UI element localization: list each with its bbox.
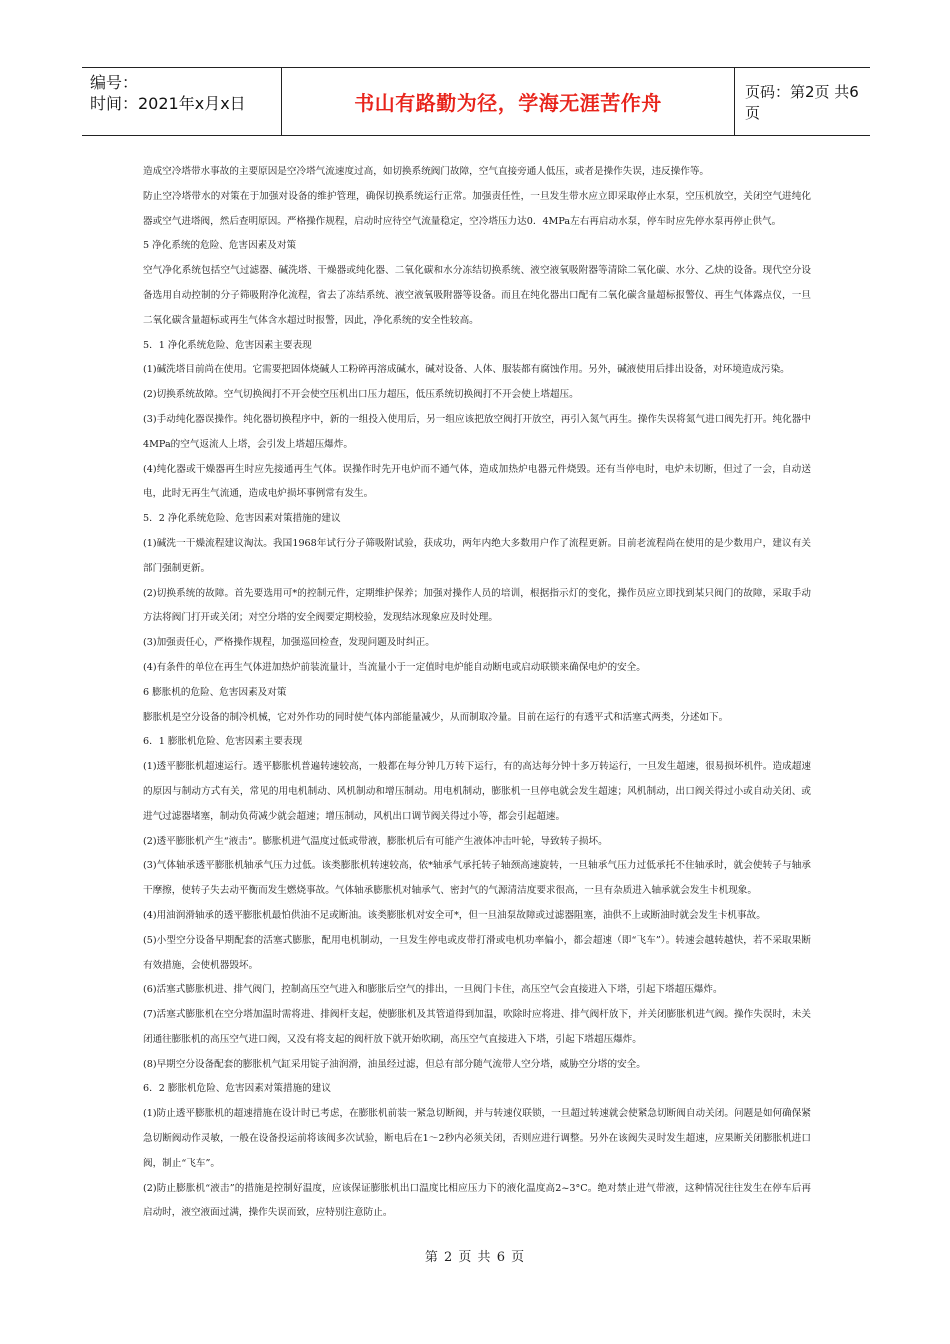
paragraph: (5)小型空分设备早期配套的活塞式膨胀，配用电机制动，一旦发生停电或皮带打滑或电机功率偏小，都会超速（即“飞车”）。转速会越转越快，若不采取果断有效措施，会使机器毁坏。 (143, 934, 811, 971)
paragraph: (1)碱洗塔目前尚在使用。它需要把固体烧碱人工粉碎再溶成碱水，碱对设备、人体、服装都有腐蚀作用。另外，碱液使用后排出设备，对环境造成污染。 (143, 364, 790, 376)
paragraph: (4)纯化器或干燥器再生时应先接通再生气体。误操作时先开电炉而不通气体，造成加热炉电器元件烧毁。还有当停电时，电炉未切断，但过了一会，自动送电，此时无再生气流通，造成电炉损坏事例常有发生。 (143, 463, 811, 500)
header-page-cell (735, 68, 870, 135)
paragraph: 空气净化系统包括空气过滤器、碱洗塔、干燥器或纯化器、二氧化碳和水分冻结切换系统、液空液氧吸附器等清除二氧化碳、水分、乙炔的设备。现代空分设备选用自动控制的分子筛吸附净化流程，省去了冻结系统、液空液氧吸附器等设备。而且在纯化器出口配有二氧化碳含量超标报警仪、再生气体露点仪，一旦二氧化碳含量超标或再生气体含水超过时报警，因此，净化系统的安全性较高。 (143, 265, 811, 326)
section-heading: 5 净化系统的危险、危害因素及对策 (143, 240, 297, 252)
subsection-heading: 6．2 膨胀机危险、危害因素对策措施的建议 (143, 1083, 331, 1095)
paragraph: (3)气体轴承透平膨胀机轴承气压力过低。该类膨胀机转速较高，依*轴承气承托转子轴颈高速旋转，一旦轴承气压力过低承托不住轴承时，就会使转子与轴承干摩擦，使转子失去动平衡而发生燃烧事故。气体轴承膨胀机对轴承气、密封气的气源清洁度要求很高，一旦有杂质进入轴承就会发生卡机现象。 (143, 860, 811, 897)
paragraph: 造成空冷塔带水事故的主要原因是空冷塔气流速度过高，如切换系统阀门故障，空气直接旁通人低压，或者是操作失误，违反操作等。 (143, 166, 710, 177)
paragraph: (1)碱洗一干燥流程建议淘汰。我国1968年试行分子筛吸附试验，获成功，两年内绝大多数用户作了流程更新。目前老流程尚在使用的是少数用户，建议有关部门强制更新。 (143, 537, 811, 574)
paragraph: (8)早期空分设备配套的膨胀机气缸采用锭子油润滑，油虽经过滤，但总有部分随气流带人空分塔，威胁空分塔的安全。 (143, 1058, 646, 1070)
paragraph: 膨胀机是空分设备的制冷机械，它对外作功的同时使气体内部能量减少，从而制取冷量。目前在运行的有透平式和活塞式两类，分述如下。 (143, 711, 729, 723)
paragraph: (1)防止透平膨胀机的超速措施在设计时已考虑，在膨胀机前装一紧急切断阀，并与转速仪联锁，一旦超过转速就会使紧急切断阀自动关闭。问题是如何确保紧急切断阀动作灵敏，一般在设备投运前将该阀多次试验，断电后在1～2秒内必须关闭，否则应进行调整。另外在该阀失灵时发生超速，应果断关闭膨胀机进口阀，制止“飞车”。 (143, 1108, 811, 1169)
paragraph: (2)切换系统故障。空气切换阀打不开会使空压机出口压力超压，低压系统切换阀打不开会使上塔超压。 (143, 389, 579, 401)
document-number-label: 编号： (90, 73, 139, 92)
subsection-heading: 5．1 净化系统危险、危害因素主要表现 (143, 339, 312, 351)
document-date: 时间：2021年x月x日 (90, 94, 246, 113)
header-motto: 书山有路勤为径，学海无涯苦作舟 (354, 91, 662, 115)
paragraph: (7)活塞式膨胀机在空分塔加温时需将进、排阀杆支起，使膨胀机及其管道得到加温，吹除时应将进、排气阀杆放下，并关闭膨胀机进气阀。操作失误时，未关闭通往膨胀机的高压空气进口阀，又没有将支起的阀杆放下就开始吹刷，高压空气直接进入下塔，引起下塔超压爆炸。 (143, 1009, 811, 1045)
header-motto-cell (282, 68, 735, 135)
paragraph: 防止空冷塔带水的对策在于加强对设备的维护管理，确保切换系统运行正常。加强责任性，一旦发生带水应立即采取停止水泵，空压机放空，关闭空气进纯化器或空气进塔阀，然后查明原因。严格操作规程，启动时应待空气流量稳定，空冷塔压力达0．4MPa左右再启动水泵，停车时应先停水泵再停止供气。 (143, 190, 811, 227)
section-heading: 6 膨胀机的危险、危害因素及对策 (143, 686, 287, 698)
paragraph: (6)活塞式膨胀机进、排气阀门，控制高压空气进入和膨胀后空气的排出，一旦阀门卡住，高压空气会直接进入下塔，引起下塔超压爆炸。 (143, 984, 723, 996)
paragraph: (2)切换系统的故障。首先要选用可*的控制元件，定期维护保养；加强对操作人员的培训，根据指示灯的变化，操作员应立即找到某只阀门的故障，采取手动方法将阀门打开或关闭；对空分塔的安全阀要定期校验，发现结冰现象应及时处理。 (143, 587, 811, 624)
header-meta (82, 68, 282, 135)
page-header (82, 67, 870, 136)
paragraph: (4)有条件的单位在再生气体进加热炉前装流量计，当流量小于一定值时电炉能自动断电或启动联锁来确保电炉的安全。 (143, 661, 646, 673)
document-body (143, 160, 811, 1226)
paragraph: (2)防止膨胀机“液击”的措施是控制好温度，应该保证膨胀机出口温度比相应压力下的液化温度高2~3°C。绝对禁止进气带液，这种情况往往发生在停车后再启动时，液空液面过满，操作失误而致，应特别注意防止。 (143, 1182, 811, 1219)
subsection-heading: 5．2 净化系统危险、危害因素对策措施的建议 (143, 513, 341, 525)
paragraph: (4)用油润滑轴承的透平膨胀机最怕供油不足或断油。该类膨胀机对安全可*，但一旦油泵故障或过滤器阻塞，油供不上或断油时就会发生卡机事故。 (143, 909, 766, 921)
subsection-heading: 6．1 膨胀机危险、危害因素主要表现 (143, 736, 303, 748)
paragraph: (3)加强责任心，严格操作规程，加强巡回检查，发现问题及时纠正。 (143, 637, 435, 649)
paragraph: (2)透平膨胀机产生“液击”。膨胀机进气温度过低或带液，膨胀机后有可能产生液体冲击叶轮，导致转子损坏。 (143, 835, 608, 847)
paragraph: (3)手动纯化器误操作。纯化器切换程序中，新的一组投入使用后，另一组应该把放空阀打开放空，再引入氮气再生。操作失误将氮气进口阀先打开。纯化器中4MPa的空气返流人上塔，会引发上塔超压爆炸。 (143, 413, 811, 450)
page-footer: 第 2 页 共 6 页 (424, 1250, 526, 1265)
header-page-number: 页码：第2页 共6页 (745, 82, 859, 122)
paragraph: (1)透平膨胀机超速运行。透平膨胀机普遍转速较高，一般都在每分钟几万转下运行，有的高达每分钟十多万转运行，一旦发生超速，很易损坏机件。造成超速的原因与制动方式有关，常见的用电机制动、风机制动和增压制动。用电机制动，膨胀机一旦停电就会发生超速；风机制动，出口阀关得过小或自动关闭、或进气过滤器堵塞，制动负荷减少就会超速；增压制动，风机出口调节阀关得过小等，都会引起超速。 (143, 761, 811, 822)
